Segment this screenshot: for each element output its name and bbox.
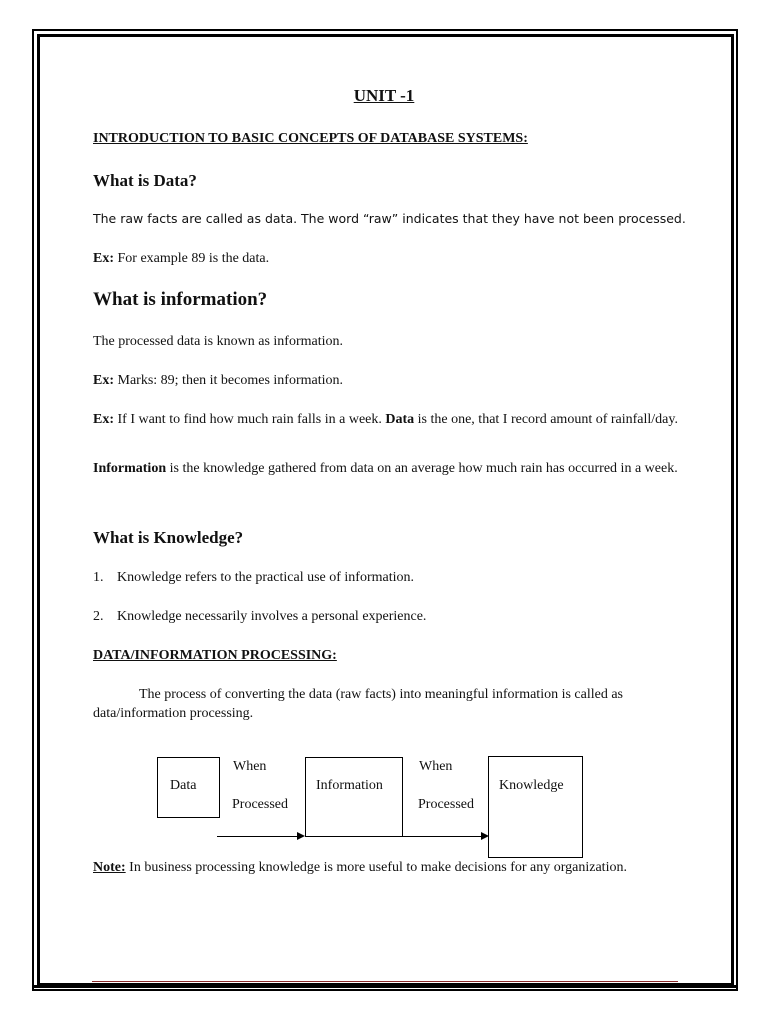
information-box (305, 757, 403, 837)
information-box-label: Information (316, 778, 383, 793)
unit-title: UNIT -1 (353, 86, 415, 105)
note (93, 859, 627, 877)
list-item (93, 569, 415, 587)
example-label: Ex: (93, 373, 114, 388)
list-text: Knowledge refers to the practical use of information. (117, 570, 415, 585)
list-text: Knowledge necessarily involves a personal experience. (117, 609, 427, 624)
example-label: Ex: (93, 251, 114, 266)
data-box-label: Data (170, 778, 197, 793)
note-label: Note: (93, 860, 126, 875)
processing-paragraph: The process of converting the data (raw facts) into meaningful information is called as data/information processing. (93, 687, 623, 721)
footer-rule (92, 981, 678, 982)
intro-heading: INTRODUCTION TO BASIC CONCEPTS OF DATABASE SYSTEMS: (93, 131, 528, 146)
arrow-1 (217, 836, 299, 837)
list-number: 2. (93, 609, 104, 624)
arrow-1-head (297, 832, 305, 840)
example-text: is the one, that I record amount of rainfall/day. (414, 412, 678, 427)
list-number: 1. (93, 570, 104, 585)
data-definition: The raw facts are called as data. The word “raw” indicates that they have not been processed. (93, 211, 686, 226)
information-definition: The processed data is known as information. (93, 334, 343, 349)
list-item (93, 608, 427, 626)
information-paragraph (93, 460, 683, 478)
knowledge-heading: What is Knowledge? (93, 528, 244, 547)
example-label: Ex: (93, 412, 114, 427)
information-example-2 (93, 411, 683, 429)
data-bold-term: Data (385, 412, 415, 427)
data-heading: What is Data? (93, 171, 197, 190)
information-heading: What is information? (93, 289, 268, 310)
information-bold-term: Information (93, 461, 167, 476)
example-text: If I want to find how much rain falls in a week. (114, 412, 386, 427)
data-example (93, 250, 269, 268)
when-label-1: When (233, 759, 267, 774)
knowledge-box-label: Knowledge (499, 778, 564, 793)
knowledge-box (488, 756, 583, 858)
example-text: For example 89 is the data. (114, 251, 270, 266)
processed-label-1: Processed (232, 797, 288, 812)
processed-label-2: Processed (418, 797, 474, 812)
information-example-1 (93, 372, 343, 390)
arrow-2 (403, 836, 483, 837)
note-text: In business processing knowledge is more useful to make decisions for any organization. (125, 860, 627, 875)
page-border-bottom (32, 985, 738, 988)
example-text: Marks: 89; then it becomes information. (114, 373, 344, 388)
processing-heading: DATA/INFORMATION PROCESSING: (93, 648, 337, 663)
information-text: is the knowledge gathered from data on an average how much rain has occurred in a week. (166, 461, 678, 476)
when-label-2: When (419, 759, 453, 774)
